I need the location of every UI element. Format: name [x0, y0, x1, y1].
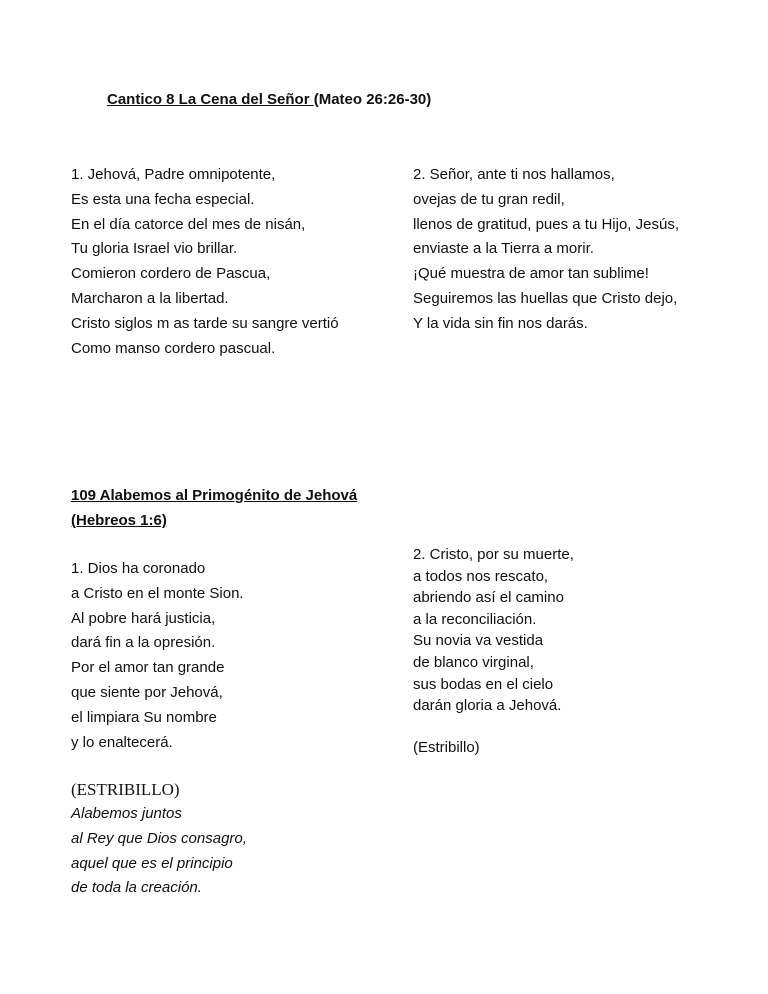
lyric-line: a Cristo en el monte Sion. — [71, 584, 244, 602]
lyric-line: dará fin a la opresión. — [71, 634, 216, 652]
lyric-line: sus bodas en el cielo — [413, 675, 554, 693]
lyric-line: Por el amor tan grande — [71, 659, 225, 677]
lyric-line: llenos de gratitud, pues a tu Hijo, Jesús, — [413, 215, 679, 233]
song1-verse1 — [71, 163, 339, 361]
lyric-line: 1. Dios ha coronado — [71, 560, 206, 577]
lyric-line: 2. Señor, ante ti nos hallamos, — [413, 166, 615, 183]
song1-title — [107, 91, 431, 108]
lyric-line: enviaste a la Tierra a morir. — [413, 240, 594, 258]
song2-verse1 — [71, 557, 244, 755]
lyric-line: Al pobre hará justicia, — [71, 609, 216, 627]
chorus-line: al Rey que Dios consagro, — [71, 829, 247, 847]
song1-verse2 — [413, 163, 679, 337]
lyric-line: que siente por Jehová, — [71, 683, 223, 701]
lyric-line: darán gloria a Jehová. — [413, 697, 562, 715]
lyric-line: y lo enaltecerá. — [71, 733, 173, 751]
lyric-line: 1. Jehová, Padre omnipotente, — [71, 166, 276, 183]
lyric-line: de blanco virginal, — [413, 653, 534, 671]
lyric-line: a la reconciliación. — [413, 610, 537, 628]
song1-title-ref: (Mateo 26:26-30) — [313, 91, 432, 108]
lyric-line: a todos nos rescato, — [413, 567, 549, 585]
lyric-line: Es esta una fecha especial. — [71, 190, 255, 208]
lyric-line: abriendo así el camino — [413, 589, 564, 607]
lyric-line: Cristo siglos m as tarde su sangre vertió — [71, 314, 339, 332]
lyric-line: Marcharon a la libertad. — [71, 289, 229, 307]
chorus-label: (ESTRIBILLO) — [71, 780, 180, 799]
estribillo-ref: (Estribillo) — [413, 739, 480, 756]
lyric-line: ovejas de tu gran redil, — [413, 190, 565, 208]
song2-title-line2: (Hebreos 1:6) — [71, 511, 167, 529]
chorus-line: Alabemos juntos — [71, 805, 182, 822]
lyric-line: Su novia va vestida — [413, 632, 544, 650]
lyric-line: el limpiara Su nombre — [71, 708, 217, 726]
song2-title-line1: 109 Alabemos al Primogénito de Jehová — [71, 487, 358, 504]
lyric-line: Comieron cordero de Pascua, — [71, 265, 271, 283]
lyric-line: Y la vida sin fin nos darás. — [413, 314, 588, 332]
song2-title — [71, 484, 357, 534]
song2-verse2 — [413, 544, 574, 717]
lyric-line: Tu gloria Israel vio brillar. — [71, 240, 238, 258]
lyric-line: En el día catorce del mes de nisán, — [71, 215, 306, 233]
lyric-line: Seguiremos las huellas que Cristo dejo, — [413, 289, 678, 307]
lyric-line: Como manso cordero pascual. — [71, 339, 276, 357]
song2-chorus — [71, 802, 247, 901]
chorus-line: aquel que es el principio — [71, 854, 233, 872]
song1-title-main: Cantico 8 La Cena del Señor — [107, 91, 314, 108]
chorus-line: de toda la creación. — [71, 879, 202, 897]
lyric-line: ¡Qué muestra de amor tan sublime! — [413, 265, 649, 283]
lyric-line: 2. Cristo, por su muerte, — [413, 546, 574, 563]
